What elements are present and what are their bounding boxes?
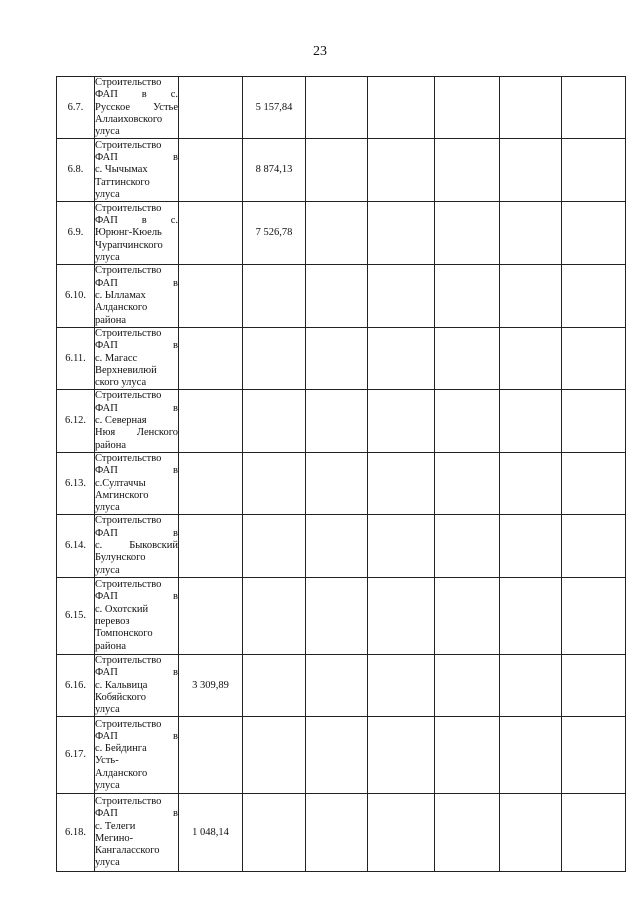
description-line: ФАП в с. (95, 215, 178, 227)
value-cell-col8 (500, 577, 562, 654)
row-number: 6.12. (57, 390, 95, 452)
row-number: 6.9. (57, 202, 95, 265)
description-line: с. Телеги (95, 820, 136, 832)
value-cell-col9 (562, 577, 626, 654)
value-cell-col8 (500, 139, 562, 202)
description-line: Строительство (95, 515, 162, 527)
description-line: района (95, 314, 127, 326)
description-line: с. Северная (95, 415, 147, 427)
row-number: 6.18. (57, 794, 95, 872)
value-cell-col5 (306, 794, 368, 872)
value-cell-col3 (179, 654, 243, 716)
description-line: ФАП в (95, 402, 178, 414)
description-line: ФАП в с. (95, 89, 178, 101)
description-line: улуса (95, 779, 120, 791)
description-line: Строительство (95, 796, 162, 807)
value-cell-col8 (500, 327, 562, 389)
amount-value: 1 048,14 (192, 826, 229, 838)
value-cell-col3 (179, 717, 243, 794)
description-line: Строительство (95, 139, 162, 151)
value-cell-col5 (306, 265, 368, 327)
description-line: улуса (95, 502, 120, 514)
value-cell-col5 (306, 77, 368, 139)
description-line: Юрюнг-Кюель (95, 227, 162, 239)
description-line: Строительство (95, 654, 162, 666)
table-row (57, 452, 626, 514)
value-cell-col8 (500, 654, 562, 716)
description-line: улуса (95, 251, 120, 263)
description-line: Строительство (95, 327, 162, 339)
description-line: района (95, 640, 127, 652)
description-line: улуса (95, 857, 120, 869)
value-cell-col3 (179, 452, 243, 514)
value-cell-col3 (179, 794, 243, 872)
value-cell-col9 (562, 202, 626, 265)
description-line: с. Магасс (95, 352, 138, 364)
value-cell-col4 (243, 654, 306, 716)
amount-value: 8 874,13 (255, 164, 293, 176)
description-line: ФАП в (95, 591, 178, 603)
page-number: 23 (313, 44, 327, 59)
value-cell-col9 (562, 717, 626, 794)
table-row (57, 515, 626, 577)
description-line: Строительство (95, 452, 162, 464)
amount-value: 5 157,84 (255, 101, 293, 113)
description-line: с. Бейдинга (95, 743, 147, 755)
value-cell-col8 (500, 515, 562, 577)
table-row (57, 390, 626, 452)
description-line: с. Чычымах (95, 164, 148, 176)
description-line: Чурапчинского (95, 239, 163, 251)
description-line: с. Быковский (95, 540, 178, 552)
row-description (95, 202, 179, 265)
table-row (57, 265, 626, 327)
description-line: Усть- (95, 755, 119, 767)
value-cell-col7 (435, 139, 500, 202)
row-number: 6.13. (57, 452, 95, 514)
description-line: с. Ылламах (95, 290, 146, 302)
description-line: улуса (95, 126, 120, 138)
value-cell-col4 (243, 77, 306, 139)
description-line: ФАП в (95, 667, 178, 679)
value-cell-col4 (243, 794, 306, 872)
table-row (57, 717, 626, 794)
row-description (95, 654, 179, 716)
value-cell-col6 (368, 452, 435, 514)
value-cell-col6 (368, 202, 435, 265)
value-cell-col9 (562, 265, 626, 327)
value-cell-col4 (243, 265, 306, 327)
description-line: Строительство (95, 579, 162, 591)
description-line: Булунского (95, 552, 146, 564)
description-line: улуса (95, 188, 120, 200)
value-cell-col7 (435, 794, 500, 872)
row-description (95, 265, 179, 327)
row-number: 6.15. (57, 577, 95, 654)
value-cell-col3 (179, 390, 243, 452)
table-row (57, 577, 626, 654)
description-line: Амгинского (95, 489, 149, 501)
row-description (95, 794, 179, 872)
table-row (57, 327, 626, 389)
document-table (56, 76, 626, 872)
value-cell-col8 (500, 452, 562, 514)
table-row (57, 77, 626, 139)
value-cell-col7 (435, 654, 500, 716)
row-description (95, 139, 179, 202)
value-cell-col3 (179, 327, 243, 389)
description-line: Нюя Ленского (95, 427, 178, 439)
value-cell-col4 (243, 327, 306, 389)
value-cell-col4 (243, 202, 306, 265)
value-cell-col7 (435, 515, 500, 577)
row-number: 6.11. (57, 327, 95, 389)
description-line: Таттинского (95, 176, 150, 188)
table-row (57, 139, 626, 202)
value-cell-col4 (243, 452, 306, 514)
description-line: перевоз (95, 615, 130, 627)
value-cell-col5 (306, 452, 368, 514)
value-cell-col7 (435, 390, 500, 452)
value-cell-col3 (179, 577, 243, 654)
description-line: улуса (95, 564, 120, 576)
value-cell-col5 (306, 515, 368, 577)
value-cell-col6 (368, 654, 435, 716)
value-cell-col6 (368, 327, 435, 389)
amount-value: 7 526,78 (255, 227, 293, 239)
row-number: 6.8. (57, 139, 95, 202)
value-cell-col8 (500, 77, 562, 139)
value-cell-col5 (306, 577, 368, 654)
description-line: ФАП в (95, 152, 178, 164)
value-cell-col9 (562, 654, 626, 716)
description-line: с.Султаччы (95, 477, 146, 489)
value-cell-col6 (368, 390, 435, 452)
value-cell-col7 (435, 717, 500, 794)
value-cell-col9 (562, 515, 626, 577)
value-cell-col6 (368, 794, 435, 872)
value-cell-col8 (500, 265, 562, 327)
description-line: Аллаиховского (95, 113, 163, 125)
description-line: Кангаласского (95, 845, 160, 857)
description-line: Алданского (95, 302, 148, 314)
value-cell-col7 (435, 327, 500, 389)
description-line: Мегино- (95, 832, 134, 844)
description-line: с. Кальвица (95, 679, 148, 691)
value-cell-col5 (306, 139, 368, 202)
value-cell-col5 (306, 390, 368, 452)
value-cell-col9 (562, 452, 626, 514)
value-cell-col9 (562, 77, 626, 139)
description-line: Алданского (95, 767, 148, 779)
description-line: Верхневилюй (95, 364, 157, 376)
row-number: 6.17. (57, 717, 95, 794)
value-cell-col8 (500, 794, 562, 872)
description-line: Томпонского (95, 628, 153, 640)
value-cell-col7 (435, 77, 500, 139)
amount-value: 3 309,89 (192, 679, 229, 691)
value-cell-col6 (368, 265, 435, 327)
description-line: ФАП в (95, 527, 178, 539)
row-description (95, 452, 179, 514)
description-line: ФАП в (95, 808, 178, 820)
value-cell-col6 (368, 77, 435, 139)
row-number: 6.7. (57, 77, 95, 139)
value-cell-col6 (368, 717, 435, 794)
value-cell-col4 (243, 577, 306, 654)
value-cell-col7 (435, 202, 500, 265)
description-line: Кобяйского (95, 691, 147, 703)
table-row (57, 794, 626, 872)
description-line: ФАП в (95, 465, 178, 477)
value-cell-col4 (243, 139, 306, 202)
description-line: ФАП в (95, 730, 178, 742)
value-cell-col7 (435, 452, 500, 514)
value-cell-col5 (306, 327, 368, 389)
row-description (95, 717, 179, 794)
description-line: ФАП в (95, 277, 178, 289)
value-cell-col4 (243, 515, 306, 577)
description-line: Русское Устье (95, 101, 178, 113)
description-line: Строительство (95, 202, 162, 214)
value-cell-col7 (435, 265, 500, 327)
value-cell-col6 (368, 515, 435, 577)
value-cell-col5 (306, 717, 368, 794)
value-cell-col4 (243, 390, 306, 452)
table-row (57, 202, 626, 265)
value-cell-col5 (306, 202, 368, 265)
description-line: улуса (95, 704, 120, 716)
row-description (95, 577, 179, 654)
description-line: района (95, 439, 127, 451)
description-line: Строительство (95, 77, 162, 88)
value-cell-col3 (179, 139, 243, 202)
value-cell-col9 (562, 327, 626, 389)
value-cell-col6 (368, 139, 435, 202)
value-cell-col8 (500, 202, 562, 265)
row-description (95, 515, 179, 577)
value-cell-col8 (500, 390, 562, 452)
row-number: 6.16. (57, 654, 95, 716)
value-cell-col4 (243, 717, 306, 794)
row-description (95, 327, 179, 389)
description-line: ского улуса (95, 377, 147, 389)
row-description (95, 77, 179, 139)
description-line: ФАП в (95, 340, 178, 352)
description-line: Строительство (95, 265, 162, 277)
value-cell-col3 (179, 202, 243, 265)
row-description (95, 390, 179, 452)
value-cell-col3 (179, 515, 243, 577)
value-cell-col5 (306, 654, 368, 716)
value-cell-col3 (179, 265, 243, 327)
row-number: 6.10. (57, 265, 95, 327)
value-cell-col7 (435, 577, 500, 654)
value-cell-col9 (562, 794, 626, 872)
value-cell-col9 (562, 139, 626, 202)
table-row (57, 654, 626, 716)
description-line: Строительство (95, 718, 162, 730)
row-number: 6.14. (57, 515, 95, 577)
value-cell-col9 (562, 390, 626, 452)
table-body (57, 77, 626, 872)
description-line: с. Охотский (95, 603, 149, 615)
value-cell-col6 (368, 577, 435, 654)
description-line: Строительство (95, 390, 162, 402)
value-cell-col8 (500, 717, 562, 794)
value-cell-col3 (179, 77, 243, 139)
